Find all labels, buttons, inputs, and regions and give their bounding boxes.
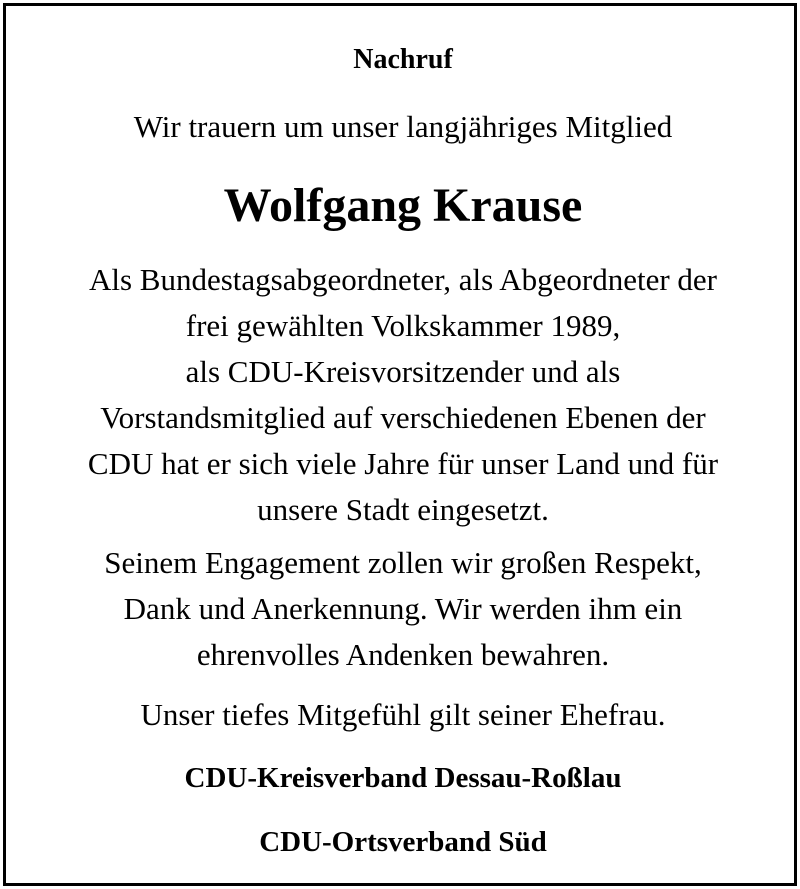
obituary-notice <box>3 3 797 886</box>
condolence-text: Unser tiefes Mitgefühl gilt seiner Ehefrau. <box>140 697 666 732</box>
tribute-line: Als Bundestagsabgeordneter, als Abgeordneter der <box>88 262 718 297</box>
intro-text: Wir trauern um unser langjähriges Mitglied <box>133 109 673 144</box>
tribute-line: CDU hat er sich viele Jahre für unser Land und für <box>87 446 719 481</box>
respect-line: ehrenvolles Andenken bewahren. <box>196 637 610 672</box>
signature-kreisverband: CDU-Kreisverband Dessau-Roßlau <box>184 762 622 794</box>
respect-line: Seinem Engagement zollen wir großen Respekt, <box>104 545 702 580</box>
tribute-line: als CDU-Kreisvorsitzender und als <box>185 354 621 389</box>
tribute-line: frei gewählten Volkskammer 1989, <box>185 308 621 343</box>
notice-heading: Nachruf <box>353 44 453 75</box>
tribute-line: Vorstandsmitglied auf verschiedenen Ebenen der <box>100 400 706 435</box>
deceased-name: Wolfgang Krause <box>223 179 583 232</box>
tribute-line: unsere Stadt eingesetzt. <box>257 492 549 527</box>
signature-ortsverband: CDU-Ortsverband Süd <box>259 826 547 858</box>
respect-line: Dank und Anerkennung. Wir werden ihm ein <box>123 591 683 626</box>
